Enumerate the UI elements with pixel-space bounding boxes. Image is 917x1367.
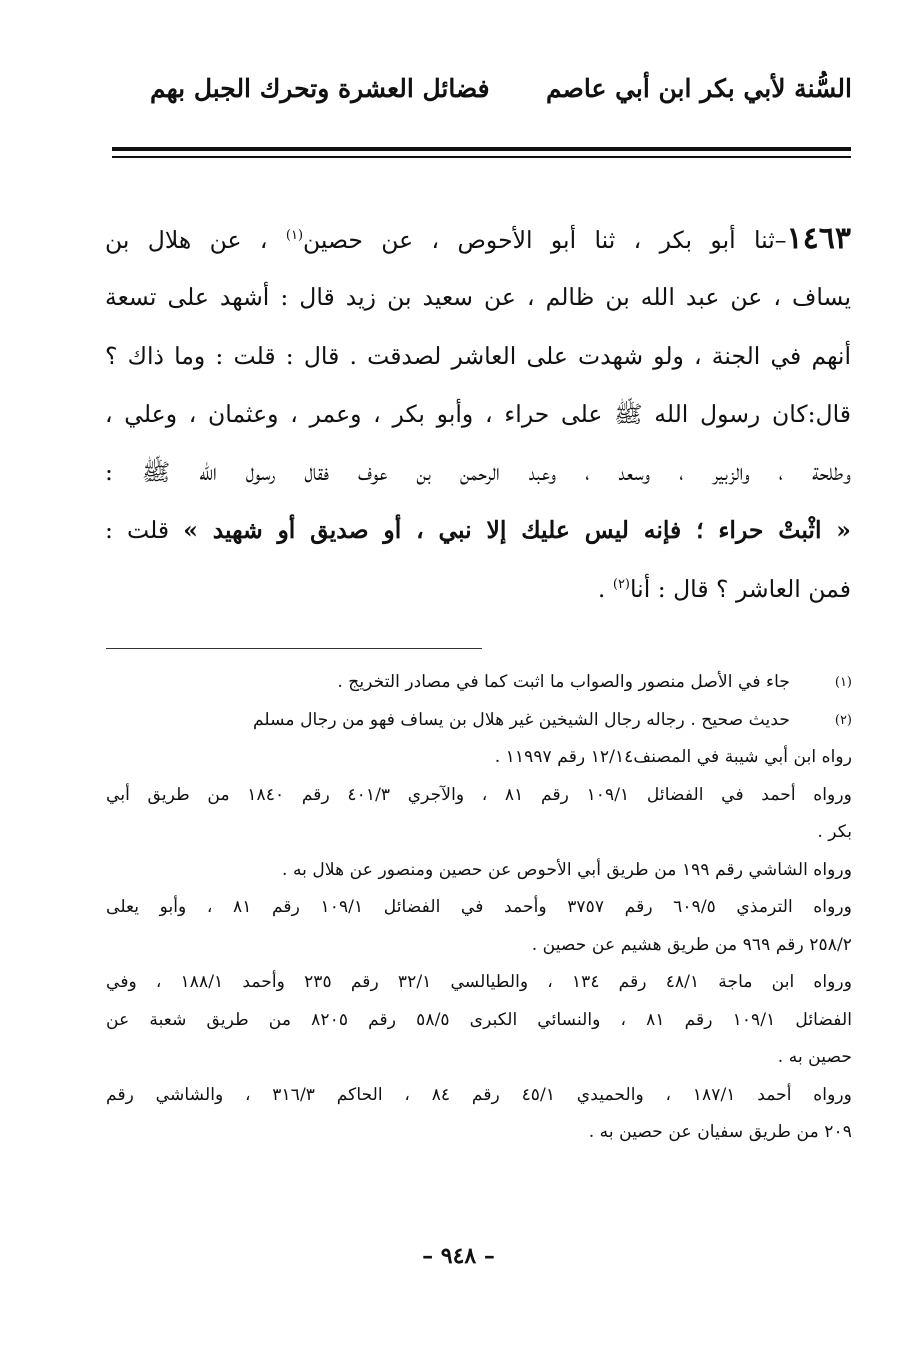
footnote-2-line-1: حديث صحيح . رجاله رجال الشيخين غير هلال بن يساف فهو من رجال مسلم — [252, 709, 790, 730]
hadith-line-7 — [105, 560, 851, 618]
footnote-2-line-11: ورواه أحمد ١٨٧/١ ، والحميدي ٤٥/١ رقم ٨٤ ، الحاكم ٣١٦/٣ ، والشاشي رقم — [106, 1084, 852, 1105]
footnote-2-line-7: ٢٥٨/٢ رقم ٩٦٩ من طريق هشيم عن حصين . — [531, 934, 852, 955]
footnote-marker-2: (٢) — [834, 712, 852, 728]
footnote-2-line-6: ورواه الترمذي ٦٠٩/٥ رقم ٣٧٥٧ وأحمد في الفضائل ١٠٩/١ رقم ٨١ ، وأبو يعلى — [106, 897, 852, 917]
hadith-line-3: أنهم في الجنة ، ولو شهدت على العاشر لصدقت . قال : قلت : وما ذاك ؟ — [105, 341, 851, 370]
footnote-2-line-10: حصين به . — [777, 1047, 852, 1067]
hadith-line-4: قال:كان رسول الله ﷺ على حراء ، وأبو بكر ، وعمر ، وعثمان ، وعلي ، — [105, 399, 851, 428]
footnotes — [106, 664, 852, 1152]
hadith-line-1-pre: –ثنا أبو بكر ، ثنا أبو الأحوص ، عن حصين — [303, 226, 787, 254]
page-number: – ٩٤٨ – — [422, 1243, 495, 1269]
footnote-ref-2[interactable]: (٢) — [612, 576, 630, 592]
header-rule-thin — [112, 156, 851, 158]
hadith-line-7-post: . — [597, 574, 613, 603]
hadith-line-1 — [105, 210, 851, 268]
footnote-ref-1[interactable]: (١) — [285, 228, 304, 243]
hadith-text — [105, 210, 851, 618]
prophetic-saying: « اثْبتْ حراء ؛ فإنه ليس عليك إلا نبي ، أو صديق أو شهيد » — [183, 516, 851, 545]
footnote-separator — [106, 648, 482, 649]
footnote-2-line-3: ورواه أحمد في الفضائل ١٠٩/١ رقم ٨١ ، والآجري ٤٠١/٣ رقم ١٨٤٠ من طريق أبي — [106, 784, 852, 805]
hadith-number: ١٤٦٣ — [786, 221, 851, 256]
footnote-2-line-5: ورواه الشاشي رقم ١٩٩ من طريق أبي الأحوص عن حصين ومنصور عن هلال به . — [282, 859, 852, 880]
footnote-2-line-8: ورواه ابن ماجة ٤٨/١ رقم ١٣٤ ، والطيالسي ٣٢/١ رقم ٢٣٥ وأحمد ١٨٨/١ ، وفي — [106, 972, 852, 992]
footnote-1-line: جاء في الأصل منصور والصواب ما اثبت كما في مصادر التخريج . — [337, 672, 790, 692]
footnote-2 — [106, 702, 852, 1152]
footnote-2-line-2: رواه ابن أبي شيبة في المصنف١٢/١٤ رقم ١١٩٩٧ . — [494, 747, 852, 767]
hadith-line-1-post: ، عن هلال بن — [105, 226, 286, 254]
hadith-line-5: وطلحة ، والزبير ، وسعد ، وعبد الرحمن بن عوف فقال رسول الله ﷺ : — [105, 458, 851, 487]
hadith-line-6 — [105, 501, 851, 559]
hadith-line-7-pre: فمن العاشر ؟ قال : أنا — [630, 574, 851, 603]
hadith-line-2: يساف ، عن عبد الله بن ظالم ، عن سعيد بن زيد قال : أشهد على تسعة — [105, 283, 851, 312]
hadith-line-6-post: قلت : — [105, 516, 184, 545]
chapter-title: فضائل العشرة وتحرك الجبل بهم — [150, 74, 490, 103]
running-header — [110, 74, 852, 114]
footnote-2-line-9: الفضائل ١٠٩/١ رقم ٨١ ، والنسائي الكبرى ٥٨/٥ رقم ٨٢٠٥ من طريق شعبة عن — [106, 1009, 852, 1030]
footnote-marker-1: (١) — [834, 675, 852, 690]
header-rule-thick — [112, 147, 851, 151]
book-title: السُّنة لأبي بكر ابن أبي عاصم — [545, 74, 852, 103]
footnote-2-line-12: ٢٠٩ من طريق سفيان عن حصين به . — [588, 1122, 852, 1142]
footnote-2-line-4: بكر . — [817, 822, 852, 842]
footnote-1 — [106, 664, 852, 702]
